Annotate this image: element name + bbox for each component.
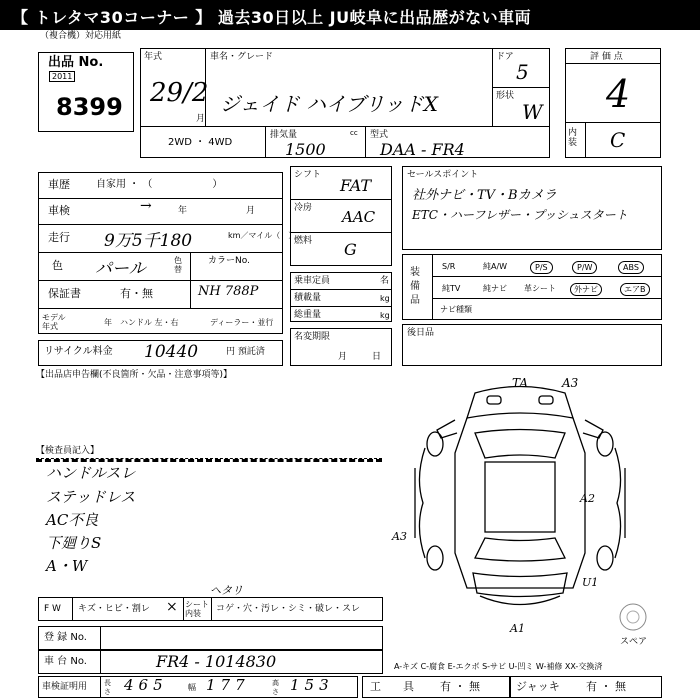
fuel-value: G (344, 240, 357, 259)
ac-label: 冷房 (294, 203, 313, 213)
color-code: NH 788P (198, 284, 259, 299)
weight-label: 総重量 (294, 310, 322, 320)
model-label: 型式 (370, 130, 389, 140)
lot-label: 出品 No. (48, 55, 104, 70)
recycle-unit: 円 預託済 (226, 347, 265, 357)
shape-value: W (522, 100, 543, 124)
equip-ext-navi: 外ナビ (570, 283, 602, 296)
shape-label: 形状 (496, 91, 515, 101)
color-value: パール (95, 259, 146, 279)
damage-mark-a3-top: A3 (562, 376, 579, 390)
handle-label: ハンドル 左・右 (120, 318, 179, 327)
damage-mark-a2: A2 (580, 492, 595, 505)
damage-mark-a1: A1 (510, 622, 525, 635)
door-value: 5 (516, 60, 529, 84)
ac-value: AAC (342, 208, 376, 226)
displacement-value: 1500 (285, 140, 326, 159)
chassis-label: 車 台 No. (44, 656, 87, 667)
damage-mark-a3-left: A3 (392, 530, 407, 543)
damage-mark-u1: U1 (582, 576, 599, 589)
warranty-label: 保証書 (48, 287, 81, 300)
interior-value: C (610, 128, 626, 152)
cert-label: 車検証明用 (42, 682, 88, 692)
tool-label: 工 具 (370, 680, 414, 693)
sales-line2: ETC・ハーフレザー・プッシュスタート (412, 208, 628, 222)
car-damage-diagram (395, 378, 645, 628)
model-year-label: モデル年式 (42, 313, 66, 331)
reg-label: 登 録 No. (44, 632, 87, 643)
inspection-month: 月 (246, 206, 256, 216)
car-name-label: 車名・グレード (210, 52, 274, 62)
month-unit: 月 (196, 114, 206, 124)
cert-w-label: 幅 (188, 683, 196, 692)
equip-alloy: 純A/W (483, 262, 508, 271)
load-unit: kg (380, 294, 390, 303)
note-line-5: A・W (46, 557, 88, 575)
equip-abs: ABS (618, 261, 644, 274)
tool-value: 有 ・ 無 (440, 680, 480, 693)
equipment-label: 装備品 (410, 267, 420, 306)
model-value: DAA - FR4 (380, 140, 465, 159)
recycle-label: リサイクル料金 (44, 346, 113, 357)
later-box (402, 324, 662, 366)
equip-sr: S/R (442, 262, 456, 271)
chassis-value: FR4 - 1014830 (156, 652, 277, 671)
capacity-label: 乗車定員 (294, 276, 331, 286)
year-value: 29/2 (150, 78, 209, 108)
note-line-4: 下廻りS (46, 534, 102, 552)
cert-len-label: 長さ (104, 679, 111, 696)
capacity-unit: 名 (380, 276, 390, 286)
equip-leather: 革シート (524, 284, 556, 293)
history-value: 自家用 ・ （ ） (96, 179, 223, 190)
equip-pw: P/W (572, 261, 597, 274)
fuel-label: 燃料 (294, 236, 313, 246)
note-line-1: ハンドルスレ (46, 464, 136, 482)
color-no-label: カラーNo. (208, 256, 250, 266)
store-note-label: 【出品店申告欄(不良箇所・欠品・注意事項等)】 (36, 370, 233, 380)
weight-unit: kg (380, 311, 390, 320)
jack-label: ジャッキ (516, 680, 560, 693)
equip-navi: 純ナビ (483, 284, 507, 293)
year-unit: 年 (104, 318, 112, 327)
top-banner (0, 0, 700, 30)
cc-unit: cc (350, 129, 358, 137)
equip-tv: 純TV (442, 284, 461, 293)
color-label: 色 (52, 259, 63, 272)
inspection-year: 年 (178, 206, 188, 216)
equip-ps: P/S (530, 261, 553, 274)
fw-mark: × (166, 599, 178, 615)
inspector-label: 【検査員記入】 (36, 446, 100, 456)
sales-line1: 社外ナビ・TV・Bカメラ (412, 188, 557, 203)
load-label: 積載量 (294, 293, 322, 303)
spare-label: スペア (620, 637, 648, 647)
seat-value: コゲ・穴・汚レ・シミ・破レ・スレ (216, 604, 361, 614)
reg-box (38, 626, 383, 650)
door-label: ドア (496, 52, 514, 62)
km-unit: km／マイル（ ） (228, 231, 297, 240)
color-change: 色替 (174, 256, 182, 274)
jack-value: 有 ・ 無 (586, 680, 626, 693)
damage-mark-ta: TA (512, 376, 529, 390)
mileage-value: 9万5千180 (104, 231, 193, 251)
left-info-box (38, 172, 283, 334)
seat-label: シート内装 (185, 600, 209, 618)
sales-label: セールスポイント (407, 170, 479, 180)
inspection-scribble: → (140, 198, 152, 214)
note-line-3: AC不良 (46, 511, 99, 529)
shift-label: シフト (294, 170, 322, 180)
later-label: 後日品 (407, 328, 435, 338)
change-label: 名変期限 (294, 332, 331, 342)
banner-text: 【 トレタマ30コーナー 】 過去30日以上 JU岐阜に出品歴がない車両 (12, 8, 532, 27)
inspection-label: 車検 (48, 204, 70, 217)
history-label: 車歴 (48, 178, 70, 191)
recycle-value: 10440 (144, 342, 199, 362)
mileage-label: 走行 (48, 231, 70, 244)
cert-len-value: 465 (124, 676, 168, 694)
warranty-value: 有・無 (120, 287, 153, 300)
interior-label: 内装 (568, 128, 578, 148)
dealer-label: ディーラー・並行 (210, 318, 274, 327)
shift-value: FAT (340, 176, 372, 195)
cert-h-label: 高さ (272, 679, 279, 696)
fw-label: F W (44, 604, 61, 614)
legend-text: A-キズ C-腐食 E-エクボ S-サビ U-凹ミ W-補修 XX-交換済 (394, 662, 603, 671)
drive-type: 2WD ・ 4WD (168, 137, 233, 148)
navi-type: ナビ種類 (440, 305, 472, 314)
fw-value: キズ・ヒビ・割レ (78, 604, 150, 614)
cert-h-value: 153 (290, 676, 334, 694)
lot-small: 2011 (49, 71, 75, 82)
evaluation-value: 4 (606, 72, 631, 116)
change-month: 月 (338, 352, 348, 362)
change-day: 日 (372, 352, 382, 362)
year-label: 年式 (144, 52, 163, 62)
note-line-2: ステッドレス (46, 488, 136, 506)
cert-w-value: 177 (206, 676, 250, 694)
spare-tire-icon (618, 602, 648, 632)
subheader: （複合機）対応用紙 (40, 31, 122, 41)
equip-airbag: エアB (620, 283, 650, 296)
car-name-value: ジェイド ハイブリッドX (220, 92, 438, 116)
lot-number: 8399 (56, 93, 123, 121)
evaluation-label: 評 価 点 (590, 52, 623, 62)
displacement-label: 排気量 (270, 130, 298, 140)
seat-annotation: ヘタリ (210, 584, 243, 597)
